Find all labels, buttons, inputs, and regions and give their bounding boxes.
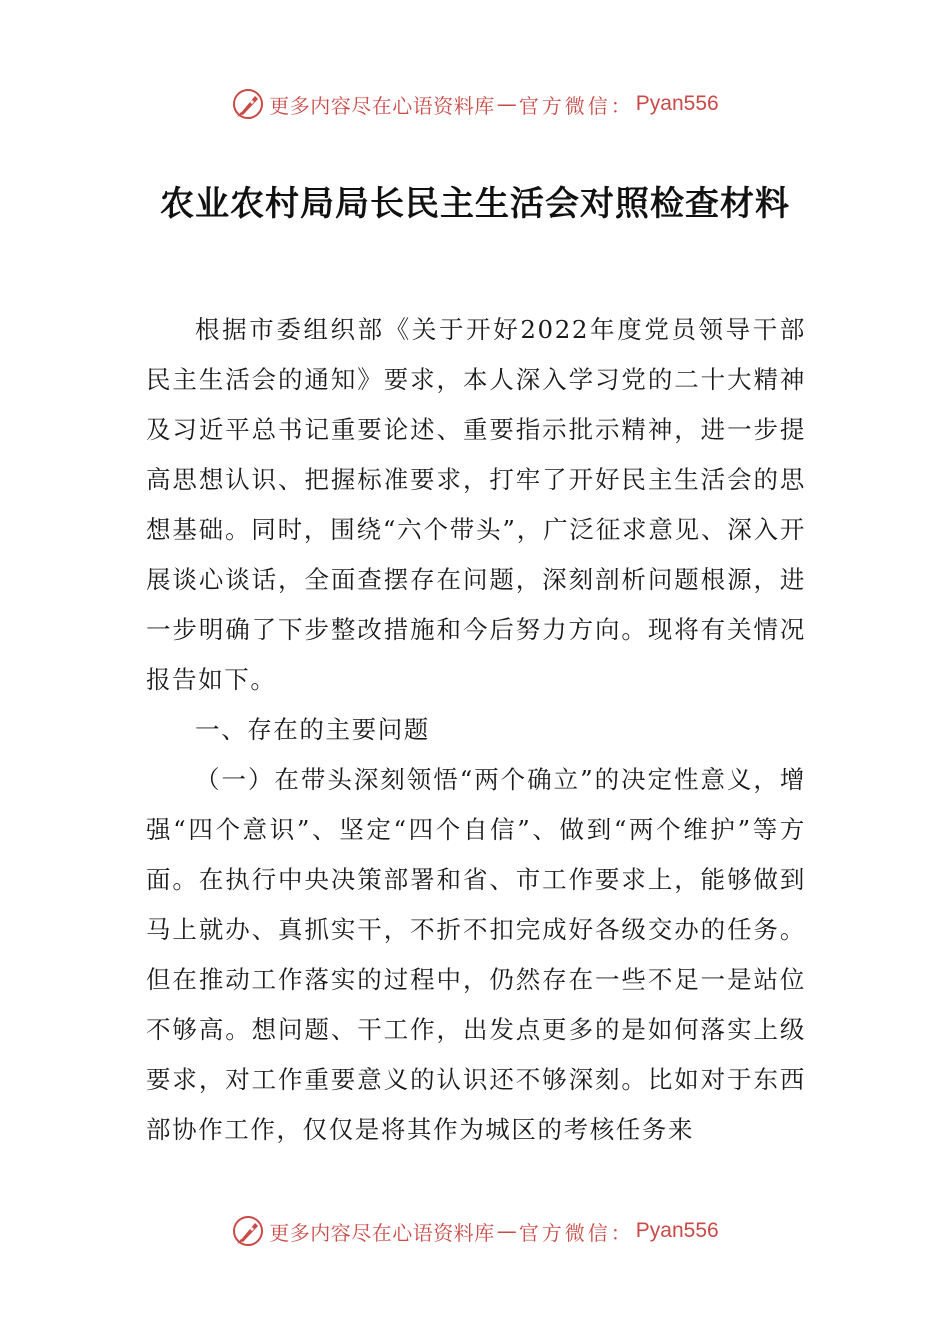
watermark-banner-top [0,84,950,124]
watermark-wechat-id: Pyan556 [635,1219,719,1242]
pen-nib-logo-icon [231,1214,265,1248]
watermark-slogan: 更多内容尽在心语资料库 [269,1220,495,1245]
watermark-separator: — [496,1219,517,1243]
intro-paragraph: 根据市委组织部《关于开好2022年度党员领导干部民主生活会的通知》要求，本人深入学习党的二十大精神及习近平总书记重要论述、重要指示批示精神，进一步提高思想认识、把握标准要求，打牢了开好民主生活会的思想基础。同时，围绕“六个带头”，广泛征求意见、深入开展谈心谈话，全面查摆存在问题，深刻剖析问题根源，进一步明确了下步整改措施和今后努力方向。现将有关情况报告如下。 [146,315,806,694]
document-title: 农业农村局局长民主生活会对照检查材料 [160,184,790,224]
watermark-wechat-id: Pyan556 [635,92,719,115]
watermark-slogan: 更多内容尽在心语资料库 [269,93,495,118]
watermark-banner-bottom [0,1211,950,1251]
watermark-official-label: 官方微信： [518,1220,634,1245]
pen-nib-logo-icon [231,87,265,121]
section-heading: 一、存在的主要问题 [195,715,430,744]
watermark-separator: — [496,92,517,116]
section-paragraph: （一）在带头深刻领悟“两个确立”的决定性意义，增强“四个意识”、坚定“四个自信”、做到“两个维护”等方面。在执行中央决策部署和省、市工作要求上，能够做到马上就办、真抓实干，不折不扣完成好各级交办的任务。但在推动工作落实的过程中，仍然存在一些不足一是站位不够高。想问题、干工作，出发点更多的是如何落实上级要求，对工作重要意义的认识还不够深刻。比如对于东西部协作工作，仅仅是将其作为城区的考核任务来 [146,765,806,1144]
document-body [146,305,806,1155]
watermark-official-label: 官方微信： [518,93,634,118]
